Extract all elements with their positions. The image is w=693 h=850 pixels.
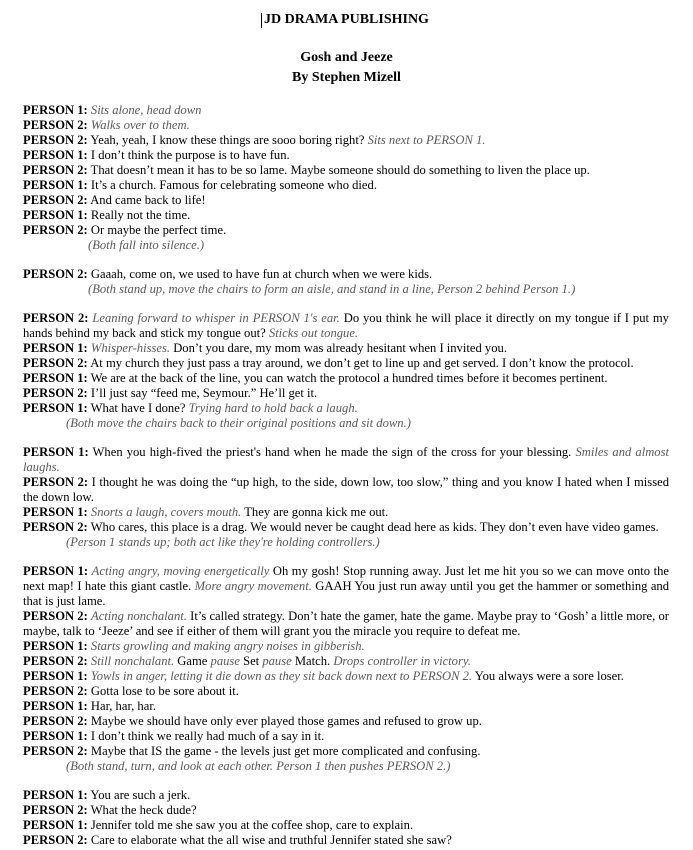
publisher-heading: JD DRAMA PUBLISHING — [264, 12, 429, 27]
dialogue-text: What the heck dude? — [90, 803, 197, 817]
dialogue-line — [23, 818, 669, 833]
dialogue-text: What have I done? — [90, 401, 189, 415]
dialogue-line — [23, 699, 669, 714]
speaker-name: PERSON 2: — [23, 744, 88, 758]
dialogue-line — [23, 356, 669, 371]
dialogue-line — [23, 788, 669, 803]
speaker-name: PERSON 1: — [23, 371, 88, 385]
action-direction: Sits alone, head down — [90, 103, 202, 117]
dialogue-line — [23, 744, 669, 759]
dialogue-text: Game — [174, 654, 211, 668]
speaker-name: PERSON 2: — [23, 684, 88, 698]
stage-direction: (Both stand up, move the chairs to form an aisle, and stand in a line, Person 2 behind Person 1.) — [88, 282, 576, 296]
speaker-name: PERSON 2: — [23, 163, 88, 177]
stage-direction: (Both move the chairs back to their original positions and sit down.) — [66, 416, 411, 430]
dialogue-text: That doesn’t mean it has to be so lame. Maybe someone should do something to liven the place up. — [90, 163, 590, 177]
dialogue-text: Maybe we should have only ever played those games and refused to grow up. — [90, 714, 482, 728]
dialogue-text: When you high-fived the priest's hand when he made the sign of the cross for your blessing. — [92, 445, 576, 459]
dialogue-line — [23, 401, 669, 416]
action-direction: Acting angry, moving energetically — [91, 564, 270, 578]
action-direction: Whisper-hisses. — [90, 341, 171, 355]
speaker-name: PERSON 1: — [23, 564, 89, 578]
action-direction: Still nonchalant. — [90, 654, 175, 668]
speaker-name: PERSON 2: — [23, 609, 88, 623]
dialogue-line — [23, 311, 669, 341]
dialogue-text: Gaaah, come on, we used to have fun at church when we were kids. — [90, 267, 433, 281]
dialogue-text: And came back to life! — [90, 193, 206, 207]
stage-direction: (Both fall into silence.) — [88, 238, 205, 252]
speaker-name: PERSON 1: — [23, 178, 88, 192]
dialogue-line — [23, 639, 669, 654]
dialogue-text: It’s a church. Famous for celebrating someone who died. — [90, 178, 377, 192]
dialogue-line — [23, 133, 669, 148]
speaker-name: PERSON 1: — [23, 208, 88, 222]
speaker-name: PERSON 1: — [23, 699, 88, 713]
dialogue-text: Oh my gosh! Stop running away. Just let me hit you so we can move onto the next map! I hate this giant castle. — [23, 564, 669, 593]
dialogue-line — [23, 833, 669, 848]
speaker-name: PERSON 2: — [23, 267, 88, 281]
dialogue-line — [23, 684, 669, 699]
action-direction: Drops controller in victory. — [333, 654, 471, 668]
dialogue-line — [23, 371, 669, 386]
dialogue-line — [23, 386, 669, 401]
action-direction: Sits next to PERSON 1. — [367, 133, 486, 147]
speaker-name: PERSON 2: — [23, 133, 88, 147]
speaker-name: PERSON 1: — [23, 148, 88, 162]
speaker-name: PERSON 2: — [23, 118, 88, 132]
speaker-name: PERSON 2: — [23, 193, 88, 207]
speaker-name: PERSON 1: — [23, 341, 88, 355]
dialogue-text: Who cares, this place is a drag. We would never be caught dead here as kids. They don’t even have video games. — [90, 520, 659, 534]
speaker-name: PERSON 1: — [23, 639, 88, 653]
dialogue-line — [23, 564, 669, 609]
dialogue-text: Or maybe the perfect time. — [90, 223, 227, 237]
action-direction: Yowls in anger, letting it die down as they sit back down next to PERSON 2. — [90, 669, 473, 683]
script-body — [23, 103, 669, 848]
dialogue-text: Do you think he will place it directly on my tongue if I put my hands behind my back and stick my tongue out? — [23, 311, 669, 340]
dialogue-text: Gotta lose to be sore about it. — [90, 684, 239, 698]
action-direction: Starts growling and making angry noises in gibberish. — [90, 639, 365, 653]
dialogue-text: I thought he was doing the “up high, to the side, down low, too slow,” thing and you know I hated when I missed the down low. — [23, 475, 669, 504]
play-title: Gosh and Jeeze — [300, 50, 393, 65]
speaker-name: PERSON 2: — [23, 520, 88, 534]
stage-direction: (Person 1 stands up; both act like they're holding controllers.) — [66, 535, 380, 549]
dialogue-line — [23, 208, 669, 223]
dialogue-text: We are at the back of the line, you can watch the protocol a hundred times before it becomes pertinent. — [90, 371, 608, 385]
dialogue-text: Don’t you dare, my mom was already hesitant when I invited you. — [170, 341, 507, 355]
dialogue-text: Maybe that IS the game - the levels just get more complicated and confusing. — [90, 744, 481, 758]
action-direction: pause — [210, 654, 240, 668]
dialogue-line — [23, 193, 669, 208]
speaker-name: PERSON 1: — [23, 401, 88, 415]
action-direction: Trying hard to hold back a laugh. — [188, 401, 358, 415]
dialogue-line — [23, 609, 669, 639]
dialogue-text: At my church they just pass a tray around, we don’t get to line up and get served. I don’t know the protocol. — [90, 356, 634, 370]
dialogue-text: You are such a jerk. — [90, 788, 191, 802]
action-direction: Sticks out tongue. — [268, 326, 359, 340]
dialogue-line — [23, 803, 669, 818]
dialogue-text: Match. — [291, 654, 334, 668]
dialogue-line — [23, 520, 669, 535]
dialogue-line — [23, 103, 669, 118]
speaker-name: PERSON 2: — [23, 356, 88, 370]
dialogue-text: They are gonna kick me out. — [241, 505, 389, 519]
dialogue-line — [23, 148, 669, 163]
dialogue-text: It’s called strategy. Don’t hate the gamer, hate the game. Maybe pray to ‘Gosh’ a little more, or maybe, talk to ‘Jeeze’ and see if either of them will grant you the miracle you require to defeat me. — [23, 609, 669, 638]
dialogue-line — [23, 118, 669, 133]
dialogue-line — [23, 714, 669, 729]
speaker-name: PERSON 1: — [23, 818, 88, 832]
speaker-name: PERSON 2: — [23, 654, 88, 668]
dialogue-text: I don’t think we really had much of a say in it. — [90, 729, 325, 743]
speaker-name: PERSON 1: — [23, 669, 88, 683]
stage-direction: (Both stand, turn, and look at each other. Person 1 then pushes PERSON 2.) — [66, 759, 451, 773]
dialogue-line — [23, 505, 669, 520]
dialogue-text: I don’t think the purpose is to have fun. — [90, 148, 290, 162]
dialogue-line — [23, 475, 669, 505]
action-direction: Leaning forward to whisper in PERSON 1's ear. — [92, 311, 340, 325]
speaker-name: PERSON 1: — [23, 445, 89, 459]
speaker-name: PERSON 2: — [23, 803, 88, 817]
action-direction: Smiles and almost laughs. — [23, 445, 669, 474]
speaker-name: PERSON 1: — [23, 788, 88, 802]
dialogue-line — [23, 445, 669, 475]
dialogue-line — [23, 163, 669, 178]
action-direction: Walks over to them. — [90, 118, 190, 132]
dialogue-line — [23, 178, 669, 193]
dialogue-text: Yeah, yeah, I know these things are sooo boring right? — [90, 133, 368, 147]
speaker-name: PERSON 2: — [23, 386, 88, 400]
dialogue-text: Really not the time. — [90, 208, 191, 222]
speaker-name: PERSON 2: — [23, 475, 89, 489]
dialogue-text: You always were a sore loser. — [472, 669, 624, 683]
dialogue-line — [23, 223, 669, 238]
dialogue-text: Har, har, har. — [90, 699, 156, 713]
dialogue-text: I’ll just say “feed me, Seymour.” He’ll get it. — [90, 386, 318, 400]
dialogue-text: Jennifer told me she saw you at the coffee shop, care to explain. — [90, 818, 414, 832]
speaker-name: PERSON 2: — [23, 223, 88, 237]
action-direction: More angry movement. — [194, 579, 312, 593]
dialogue-text: Care to elaborate what the all wise and truthful Jennifer stated she saw? — [90, 833, 452, 847]
dialogue-line — [23, 669, 669, 684]
speaker-name: PERSON 2: — [23, 714, 88, 728]
speaker-name: PERSON 2: — [23, 833, 88, 847]
dialogue-line — [23, 267, 669, 282]
action-direction: Snorts a laugh, covers mouth. — [90, 505, 242, 519]
dialogue-line — [23, 729, 669, 744]
play-byline: By Stephen Mizell — [292, 70, 401, 85]
action-direction: Acting nonchalant. — [91, 609, 187, 623]
speaker-name: PERSON 1: — [23, 729, 88, 743]
speaker-name: PERSON 1: — [23, 103, 88, 117]
dialogue-line — [23, 654, 669, 669]
dialogue-text: GAAH You just run away until you get the hammer or something and that is just lame. — [23, 579, 670, 608]
action-direction: pause — [262, 654, 292, 668]
dialogue-text: Set — [239, 654, 263, 668]
speaker-name: PERSON 1: — [23, 505, 88, 519]
dialogue-line — [23, 341, 669, 356]
speaker-name: PERSON 2: — [23, 311, 89, 325]
